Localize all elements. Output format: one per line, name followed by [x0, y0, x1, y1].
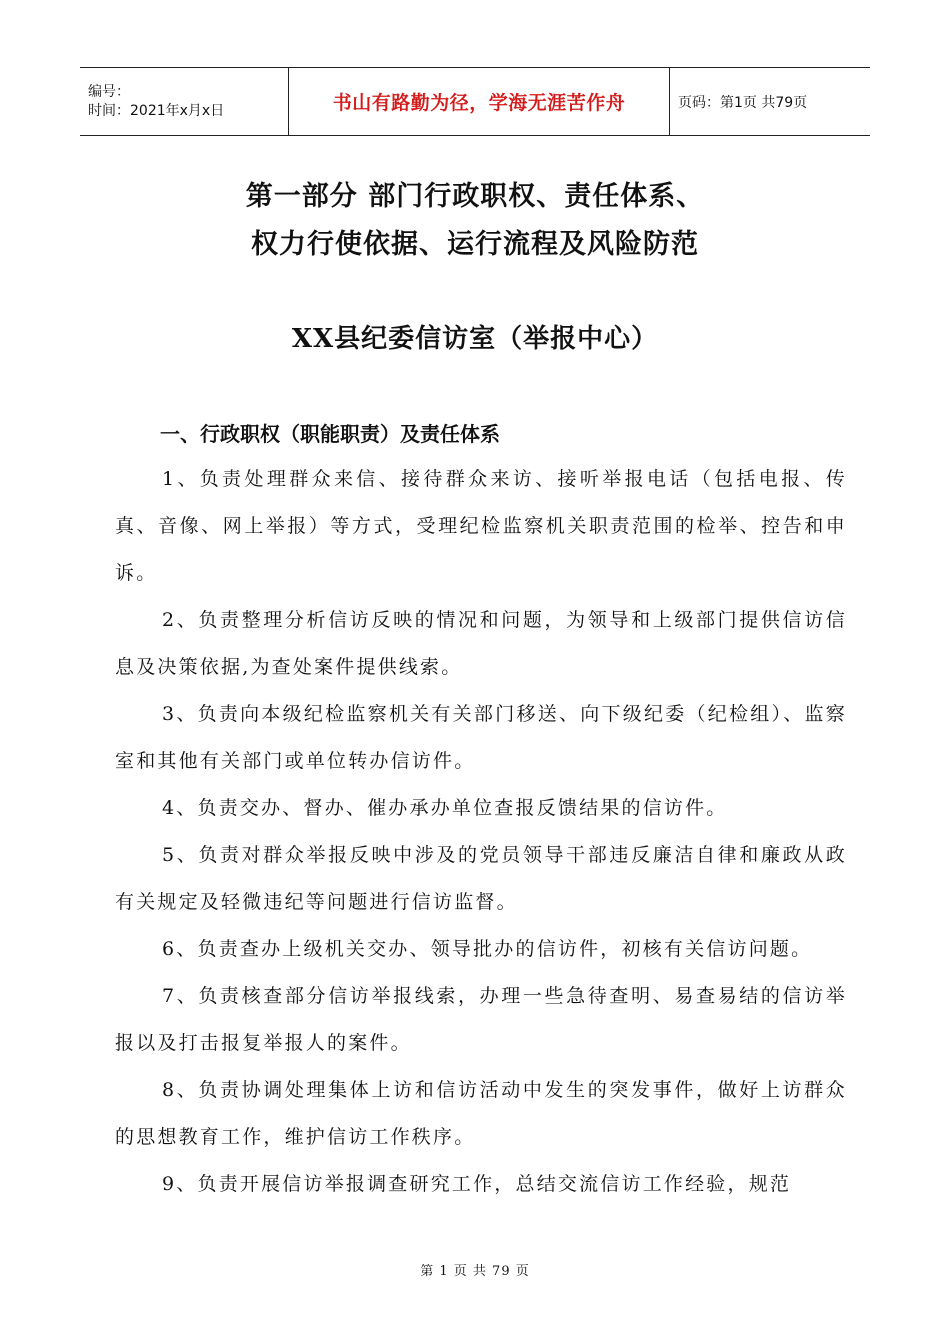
duty-item-3: 3、负责向本级纪检监察机关有关部门移送、向下级纪委（纪检组）、监察室和其他有关部门或单位转办信访件。 [115, 703, 847, 772]
document-date: 时间：2021年x月x日 [88, 102, 225, 119]
header-meta [80, 68, 289, 136]
title-line-2: 权力行使依据、运行流程及风险防范 [251, 229, 699, 260]
duty-item-2: 2、负责整理分析信访反映的情况和问题，为领导和上级部门提供信访信息及决策依据,为查处案件提供线索。 [115, 609, 847, 678]
header-motto: 书山有路勤为径，学海无涯苦作舟 [289, 68, 670, 136]
duty-item-1: 1、负责处理群众来信、接待群众来访、接听举报电话（包括电报、传真、音像、网上举报）等方式，受理纪检监察机关职责范围的检举、控告和申诉。 [115, 468, 847, 584]
duty-item-4: 4、负责交办、督办、催办承办单位查报反馈结果的信访件。 [162, 797, 728, 819]
document-header [80, 67, 870, 136]
duty-item-7: 7、负责核查部分信访举报线索，办理一些急待查明、易查易结的信访举报以及打击报复举报人的案件。 [115, 985, 847, 1054]
section-heading: 一、行政职权（职能职责）及责任体系 [160, 422, 500, 446]
document-number-label: 编号： [88, 83, 130, 100]
duty-item-9: 9、负责开展信访举报调查研究工作，总结交流信访工作经验，规范 [162, 1173, 792, 1195]
page-footer: 第 1 页 共 79 页 [420, 1264, 530, 1279]
duty-item-5: 5、负责对群众举报反映中涉及的党员领导干部违反廉洁自律和廉政从政有关规定及轻微违纪等问题进行信访监督。 [115, 844, 847, 913]
title-line-1: 第一部分 部门行政职权、责任体系、 [245, 181, 705, 212]
duties-list [115, 456, 847, 1208]
duty-item-6: 6、负责查办上级机关交办、领导批办的信访件，初核有关信访问题。 [162, 938, 813, 960]
header-page-number: 页码：第1页 共79页 [670, 68, 871, 136]
office-title: XX县纪委信访室（举报中心） [291, 324, 659, 354]
duty-item-8: 8、负责协调处理集体上访和信访活动中发生的突发事件，做好上访群众的思想教育工作，维护信访工作秩序。 [115, 1079, 847, 1148]
